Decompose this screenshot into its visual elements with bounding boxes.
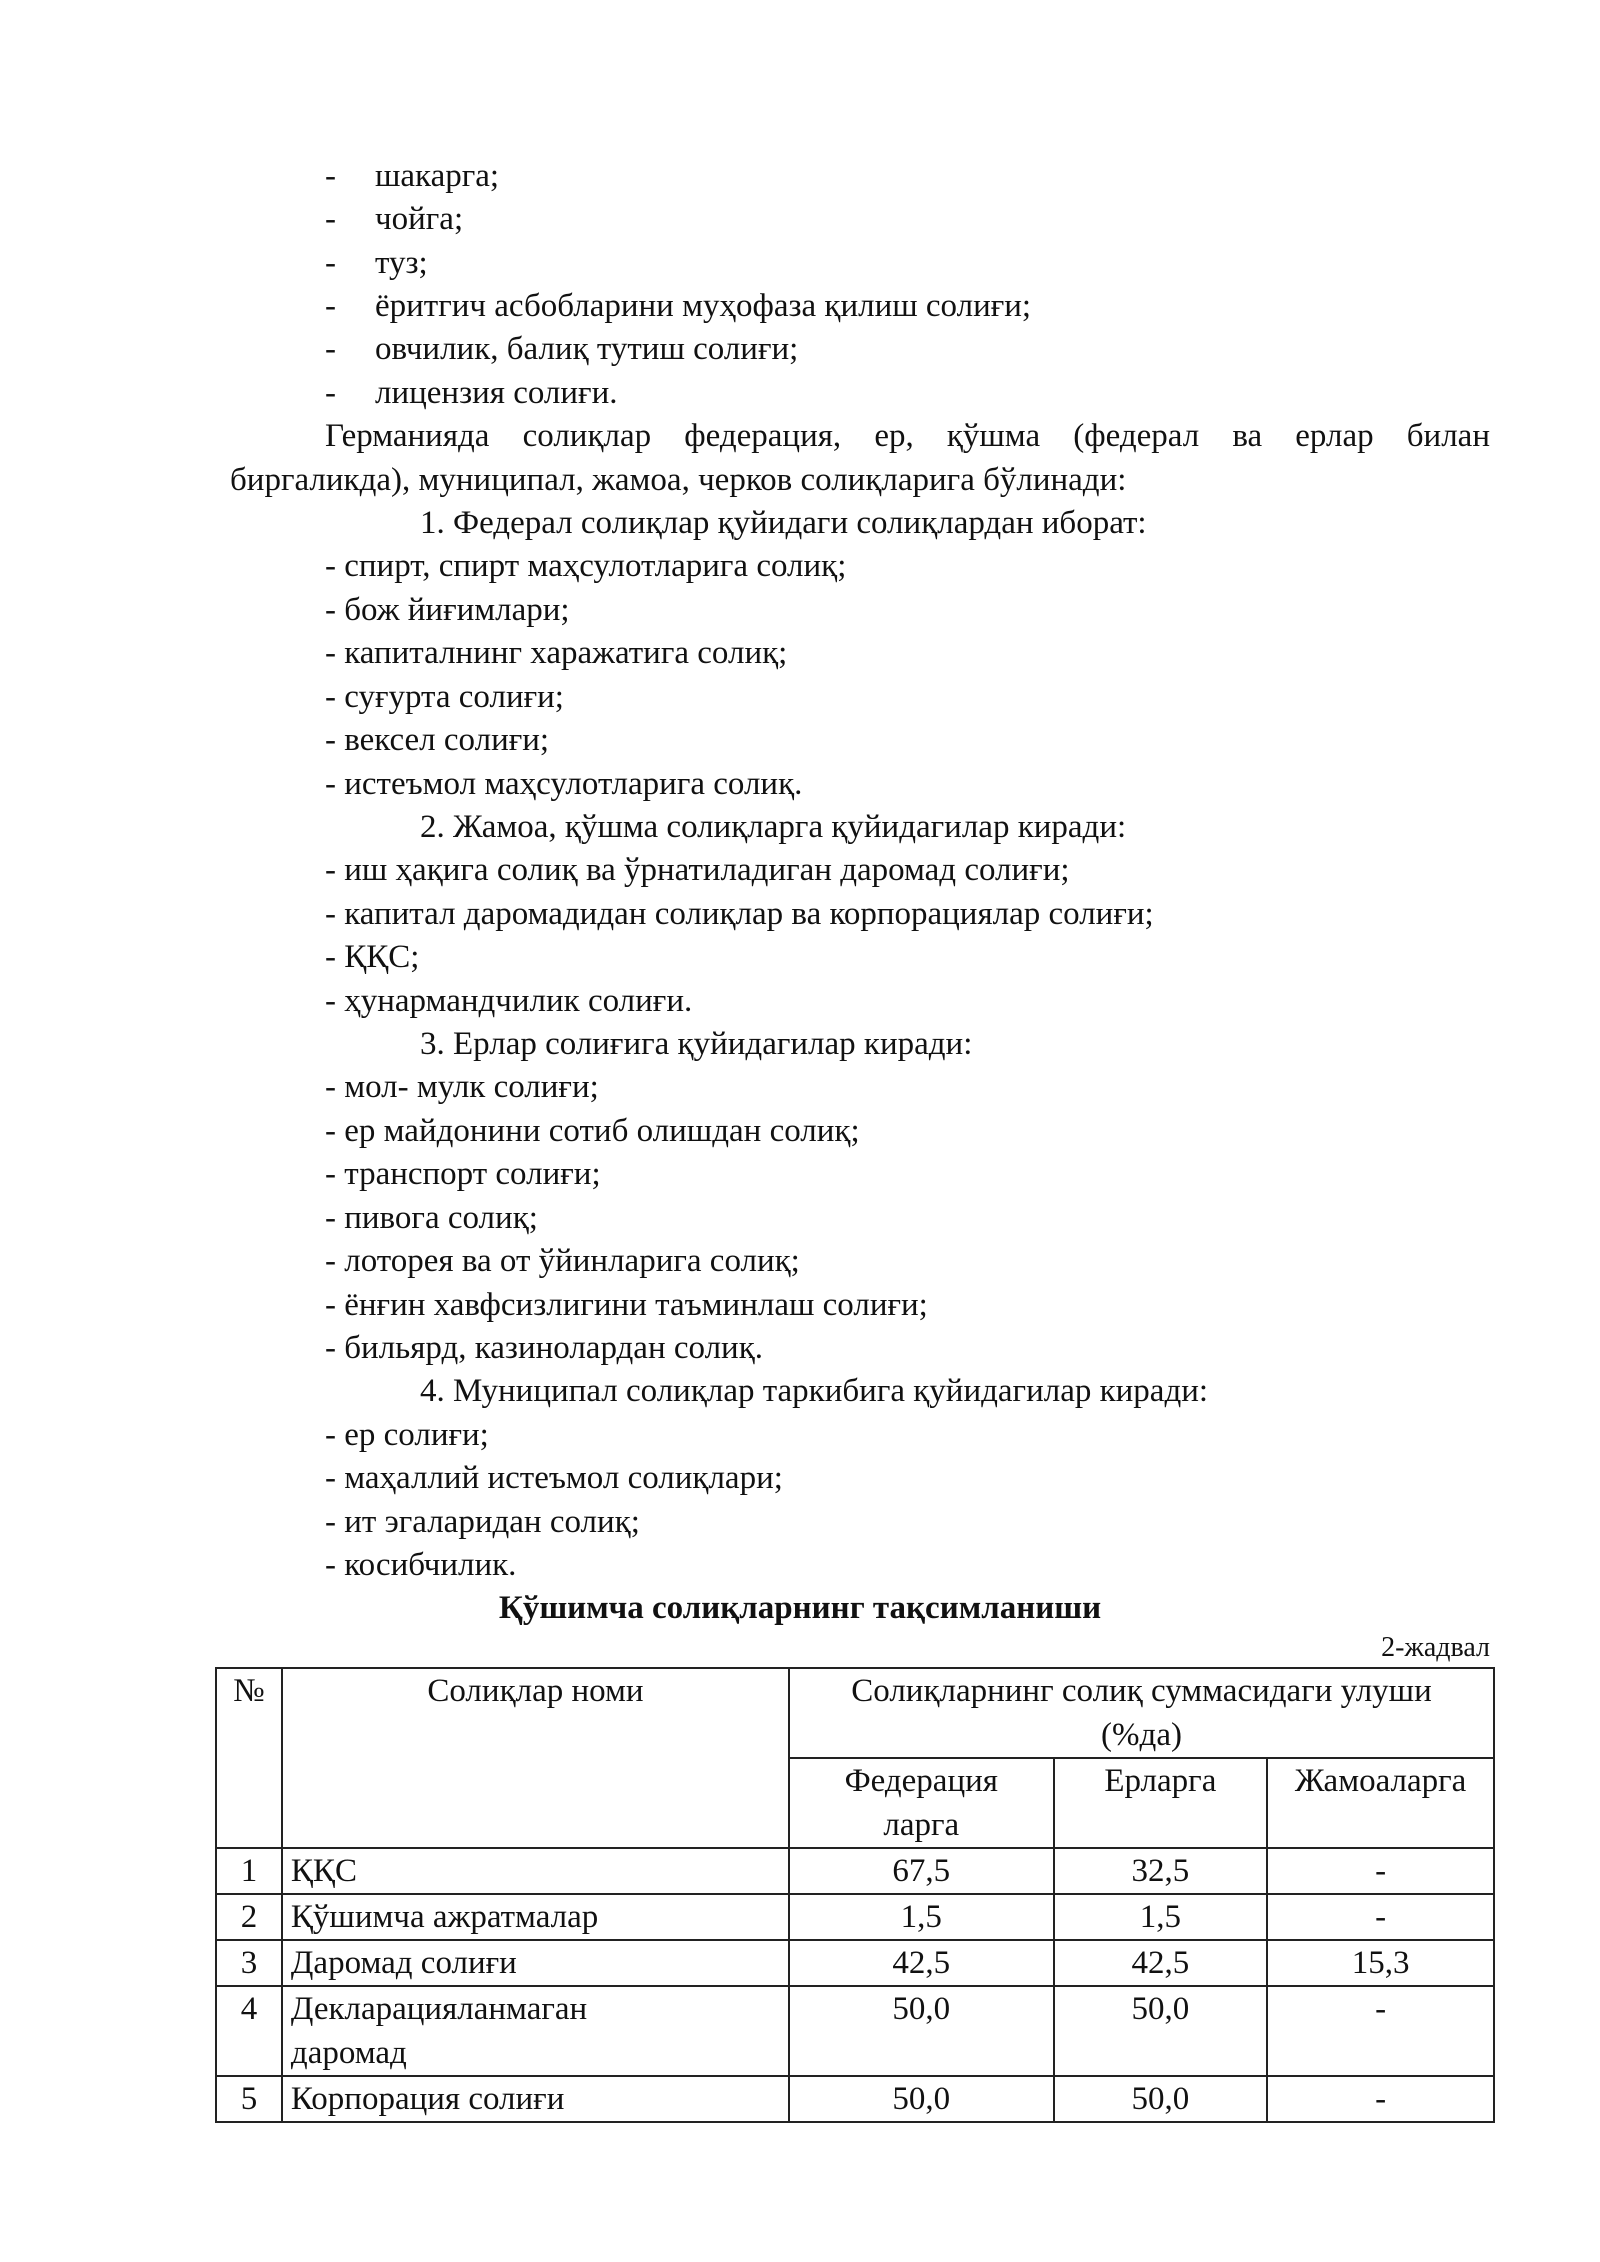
list-item: - бож йиғимлари; (325, 592, 570, 628)
subheader-federation (789, 1758, 1054, 1848)
list-item: - истеъмол маҳсулотларига солиқ. (325, 766, 803, 802)
list-item: - спирт, спирт маҳсулотларига солиқ; (325, 548, 847, 584)
row-name-line2: даромад (290, 2035, 407, 2071)
tax-distribution-table (215, 1667, 1495, 2123)
row-lands: 32,5 (1054, 1848, 1268, 1894)
dash: - (325, 288, 336, 324)
subheader-federation-line1: Федерация (844, 1763, 998, 1799)
row-no: 2 (216, 1894, 282, 1940)
list-item: - ер солиғи; (325, 1417, 489, 1453)
section-heading: 1. Федерал солиқлар қуйидаги солиқлардан иборат: (420, 505, 1147, 541)
section-heading: 3. Ерлар солиғига қуйидагилар киради: (420, 1026, 973, 1062)
list-item-text: лицензия солиғи. (375, 375, 618, 411)
row-lands: 1,5 (1054, 1894, 1268, 1940)
list-item: - пивога солиқ; (325, 1200, 538, 1236)
row-communities: - (1267, 2076, 1494, 2122)
row-name: ҚҚС (282, 1848, 789, 1894)
section-heading: 2. Жамоа, қўшма солиқларга қуйидагилар киради: (420, 809, 1127, 845)
row-federation: 42,5 (789, 1940, 1054, 1986)
row-federation: 50,0 (789, 2076, 1054, 2122)
list-item-text: туз; (375, 245, 428, 281)
row-communities: - (1267, 1894, 1494, 1940)
dash: - (325, 331, 336, 367)
row-lands: 50,0 (1054, 1986, 1268, 2076)
list-item: - вексел солиғи; (325, 722, 550, 758)
row-no: 1 (216, 1848, 282, 1894)
row-name: Қўшимча ажратмалар (282, 1894, 789, 1940)
list-item: - маҳаллий истеъмол солиқлари; (325, 1460, 783, 1496)
table-header-row (216, 1668, 1494, 1758)
dash: - (325, 158, 336, 194)
list-item: - ҚҚС; (325, 939, 420, 975)
row-federation: 50,0 (789, 1986, 1054, 2076)
list-item: - капиталнинг харажатига солиқ; (325, 635, 788, 671)
row-name: Даромад солиғи (282, 1940, 789, 1986)
row-lands: 42,5 (1054, 1940, 1268, 1986)
list-item: - суғурта солиғи; (325, 679, 564, 715)
list-item: - ит эгаларидан солиқ; (325, 1504, 640, 1540)
dash: - (325, 375, 336, 411)
row-communities: - (1267, 1986, 1494, 2076)
dash: - (325, 201, 336, 237)
row-communities: - (1267, 1848, 1494, 1894)
list-item: - мол- мулк солиғи; (325, 1069, 599, 1105)
list-item: - лоторея ва от ўйинларига солиқ; (325, 1243, 800, 1279)
table-row (216, 2076, 1494, 2122)
header-share-line1: Солиқларнинг солиқ суммасидаги улуши (851, 1673, 1432, 1709)
row-federation: 67,5 (789, 1848, 1054, 1894)
row-name (282, 1986, 789, 2076)
header-name: Солиқлар номи (282, 1668, 789, 1848)
table-row (216, 1848, 1494, 1894)
section-heading: 4. Муниципал солиқлар таркибига қуйидагилар киради: (420, 1373, 1209, 1409)
row-name: Корпорация солиғи (282, 2076, 789, 2122)
table-number: 2-жадвал (1381, 1632, 1490, 1663)
list-item: - капитал даромадидан солиқлар ва корпорациялар солиғи; (325, 896, 1154, 932)
dash: - (325, 245, 336, 281)
table-row (216, 1894, 1494, 1940)
list-item: - транспорт солиғи; (325, 1156, 601, 1192)
list-item: - бильярд, казинолардан солиқ. (325, 1330, 763, 1366)
header-share-line2: (%да) (1101, 1717, 1182, 1753)
paragraph-line: Германияда солиқлар федерация, ер, қўшма (федерал ва ерлар билан (325, 418, 1490, 454)
header-share (789, 1668, 1494, 1758)
row-federation: 1,5 (789, 1894, 1054, 1940)
row-name-line1: Декларацияланмаган (290, 1991, 588, 2027)
row-lands: 50,0 (1054, 2076, 1268, 2122)
list-item-text: овчилик, балиқ тутиш солиғи; (375, 331, 799, 367)
table-title: Қўшимча солиқларнинг тақсимланиши (498, 1590, 1102, 1626)
table-row (216, 1940, 1494, 1986)
list-item-text: шакарга; (375, 158, 500, 194)
paragraph-line: биргаликда), муниципал, жамоа, черков солиқларига бўлинади: (230, 462, 1127, 498)
list-item: - косибчилик. (325, 1547, 517, 1583)
list-item-text: чойга; (375, 201, 464, 237)
subheader-communities: Жамоаларга (1267, 1758, 1494, 1848)
table-row (216, 1986, 1494, 2076)
list-item: - ер майдонини сотиб олишдан солиқ; (325, 1113, 860, 1149)
header-no: № (216, 1668, 282, 1848)
list-item: - ҳунармандчилик солиғи. (325, 983, 693, 1019)
row-communities: 15,3 (1267, 1940, 1494, 1986)
list-item: - иш ҳақига солиқ ва ўрнатиладиган даромад солиғи; (325, 852, 1070, 888)
subheader-lands: Ерларга (1054, 1758, 1268, 1848)
row-no: 4 (216, 1986, 282, 2076)
list-item: - ёнғин хавфсизлигини таъминлаш солиғи; (325, 1287, 928, 1323)
row-no: 3 (216, 1940, 282, 1986)
subheader-federation-line2: ларга (883, 1807, 960, 1843)
list-item-text: ёритгич асбобларини муҳофаза қилиш солиғи; (375, 288, 1032, 324)
row-no: 5 (216, 2076, 282, 2122)
